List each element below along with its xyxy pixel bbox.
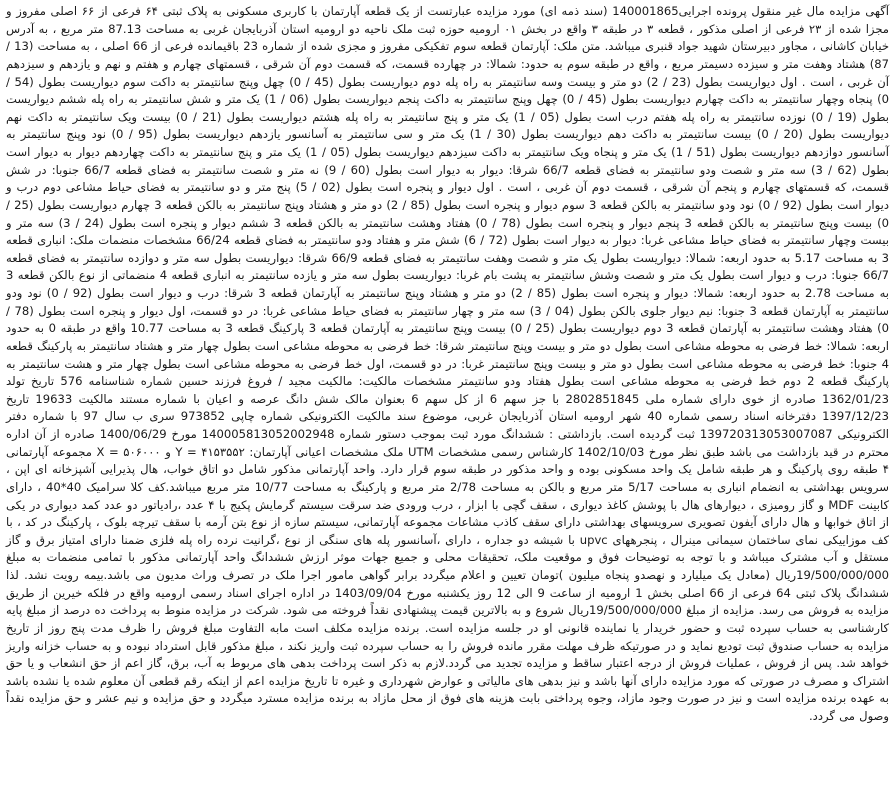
auction-notice-text: آگهی مزایده مال غیر منقول پرونده اجرایی140001865 (سند ذمه ای) مورد مزایده عبارتست از یک قطعه آپارتمان با کاربری مسکونی به پلاک ثبتی ۶۴ فرعی از ۶۶ اصلی مفروز و مجزا شده از ۲۳ فرعی از اصلی مذکور ، قطعه ۳ در طبقه ۳ واقع در بخش ۰۱ ارومیه حوزه ثبت ملک ناحیه دو ارومیه استان آذربایجان غربی به مساحت 87.13 متر مربع ، به آدرس خیابان کاشانی ، مجاور دبیرستان شهید جواد قنبری میباشد. متن ملک: آپارتمان قطعه سوم تفکیکی مفروز و مجزی شده از شماره 23 باقیمانده فرعی از 66 اصلی ، به مساحت (13 / 87) هشتاد وهفت متر و سیزده دسیمتر مربع ، واقع در طبقه سوم به حدود: شمالا: در چهارده قسمت، که قسمت دوم آن شرقی ، قسمتهای چهارم و هفتم و نهم و یازدهم و سیزدهم آن غربی ، است . اول دیواریست بطول (23 / 2) دو متر و بیست وسه سانتیمتر به راه پله دوم دیواریست بطول (45 / 0) چهل وپنج سانتیمتر به داکت سوم دیواریست بطول (54 / 0) پنجاه وچهار سانتیمتر به داکت چهارم دیواریست بطول (45 / 0) چهل وپنج سانتیمتر به داکت پنجم دیواریست بطول (06 / 1) یک متر و شش سانتیمتر به راه پله ششم دیواریست بطول (19 / 0) نوزده سانتیمتر به راه پله هفتم درب است بطول (05 / 1) یک متر و پنج سانتیمتر به راه پله هشتم دیواریست بطول (21 / 0) بیست ویک سانتیمتر به داکت نهم دیواریست بطول (20 / 0) بیست سانتیمتر به داکت دهم دیواریست بطول (30 / 1) یک متر و سی سانتیمتر به آسانسور یازدهم دیواریست بطول (95 / 0) نود وپنج سانتیمتر به آسانسور دوازدهم دیواریست بطول (51 / 1) یک متر و پنجاه ویک سانتیمتر به داکت سیزدهم دیواریست بطول (05 / 1) یک متر و پنج سانتیمتر به داکت چهاردهم دیوار به دیوار است بطول (62 / 3) سه متر و شصت ودو سانتیمتر به فضای قطعه 66/7 شرقا: دیوار به دیوار است بطول (60 / 9) نه متر و شصت سانتیمتر به فضای قطعه 66/7 جنوبا: در شش قسمت، که قسمتهای چهارم و پنجم آن شرقی ، قسمت دوم آن غربی ، است . اول دیوار و پنجره است بطول (02 / 5) پنج متر و دو سانتیمتر به فضای حیاط مشاعی دوم درب و دیوار است بطول (92 / 0) نود ودو سانتیمتر به بالکن قطعه 3 سوم دیوار و پنجره است بطول (85 / 2) دو متر و هشتاد وپنج سانتیمتر به بالکن قطعه 3 چهارم دیواریست بطول (25 / 0) بیست وپنج سانتیمتر به بالکن قطعه 3 پنجم دیوار و پنجره است بطول (78 / 0) هفتاد وهشت سانتیمتر به بالکن قطعه 3 ششم دیوار و پنجره است بطول (24 / 3) سه متر و بیست وچهار سانتیمتر به فضای حیاط مشاعی غربا: دیوار به دیوار است بطول (72 / 6) شش متر و هفتاد ودو سانتیمتر به فضای قطعه 66/24 مشخصات منضمات ملک: انباری قطعه 3 به مساحت 5.17 به حدود اربعه: شمالا: دیواریست بطول یک متر و شصت وهفت سانتیمتر به فضای قطعه 66/9 شرقا: دیواریست بطول سه متر و دوازده سانتیمتر به فضای قطعه 66/7 جنوبا: درب و دیوار است بطول یک متر و شصت وشش سانتیمتر به پشت بام غربا: دیواریست بطول سه متر و یازده سانتیمتر به انباری قطعه 4 منضماتی از نوع بالکن قطعه 3 به مساحت 2.78 به حدود اربعه: شمالا: دیوار و پنجره است بطول (85 / 2) دو متر و هشتاد وپنج سانتیمتر به آپارتمان قطعه 3 شرقا: درب و دیوار است بطول (92 / 0) نود ودو سانتیمتر به آپارتمان قطعه 3 جنوبا: نیم دیوار جلوی بالکن بطول (04 / 3) سه متر و چهار سانتیمتر به فضای حیاط مشاعی غربا: در دو قسمت، اول دیوار و پنجره است بطول (78 / 0) هفتاد وهشت سانتیمتر به آپارتمان قطعه 3 دوم دیواریست بطول (25 / 0) بیست وپنج سانتیمتر به آپارتمان قطعه 3 پارکینگ قطعه 3 به مساحت 10.77 واقع در طبقه 0 به حدود اربعه: شمالا: خط فرضی به محوطه مشاعی است بطول دو متر و بیست وپنج سانتیمتر شرقا: خط فرضی به محوطه مشاعی است بطول چهار متر و هشتاد سانتیمتر به پارکینگ قطعه 4 جنوبا: خط فرضی به محوطه مشاعی است بطول دو متر و بیست وپنج سانتیمتر غربا: در دو قسمت، اول خط فرضی به محوطه مشاعی است بطول چهار متر و هشت سانتیمتر به پارکینگ قطعه 2 دوم خط فرضی به محوطه مشاعی است بطول هفتاد ودو سانتیمتر مشخصات مالکیت: مالکیت مجید / فروغ فرزند حسین شماره شناسنامه 576 تاریخ تولد 1362/01/23 صادره از خوی دارای شماره ملی 2802851845 با جز سهم 6 از کل سهم 6 بعنوان مالک شش دانگ عرصه و اعیان با شماره مستند مالکیت 19633 تاریخ 1397/12/23 دفترخانه اسناد رسمی شماره 40 شهر ارومیه استان آذربایجان غربی، موضوع سند مالکیت الکترونیکی شماره چاپی 973852 سری ب سال 97 با شماره دفتر الکترونیکی 139720313053007087 ثبت گردیده است. بازداشتی : ششدانگ مورد ثبت بموجب دستور شماره 140005813052002948 مورخ 1400/06/29 صادره از آن اداره محترم در قید بازداشت می باشد طبق نظر مورخ 1402/10/03 کارشناس رسمی مشخصات UTM ملک مشخصات اعیانی آپارتمان: Y = ۴۱۵۳۵۵۲ و X = ۵۰۶۰۰۰ مجموعه آپارتمانی ۴ طبقه روی پارکینگ و هر طبقه شامل یک واحد مسکونی بوده و واحد مذکور در طبقه سوم قرار دارد. واحد آپارتمانی مذکور شامل دو اتاق خواب، هال پذیرایی آشپزخانه ای اپن ، سرویس بهداشتی به انضمام انباری به مساحت 5/17 متر مربع و بالکن به مساحت 2/78 متر مربع و پارکینگ به مساحت 10/77 متر مربع میباشد.کف کلا سرامیک 40*40 ، دارای کابینت MDF و گاز رومیزی ، دیوارهای هال با پوشش کاغذ دیواری ، سقف گچی با ابزار ، درب ورودی ضد سرقت سیستم گرمایش پکیج با ۴ عدد ،رادیاتور دو عدد کمد دیواری در یکی از اتاق خوابها و هال دارای آیفون تصویری سرویسهای بهداشتی دارای سقف کاذب مشاعات مجموعه آپارتمانی، سیستم سازه از نوع بتن آرمه با سقف تیرچه بلوک ، پارکینگ در کد ، با کف موزاییکی نمای ساختمان سیمانی مینرال ، پنجرههای upvc با شیشه دو جداره ، دارای ،آسانسور پله های سنگی از نوع ،گرانیت نرده راه پله فلزی ضمنا دارای امتیاز برق و گاز مستقل و آب مشترک میباشد و با توجه به توضیحات فوق و موقعیت ملک، تحقیقات محلی و جمیع جهات موثر ارزش ششدانگ واحد آپارتمانی مذکور با تمامی منضمات به مبلغ 19/500/000/000ریال (معادل یک میلیارد و نهصدو پنجاه میلیون )تومان تعیین و اعلام میگردد برابر گواهی مامور اجرا ملک در تصرف وراث مدیون می باشد.بیمه رویت نشد. لذا ششدانگ پلاک ثبتی 64 فرعی از 66 اصلی بخش 1 ارومیه از ساعت 9 الی 12 روز یکشنبه مورخ 1403/09/04 در اداره اجرای اسناد رسمی ارومیه واقع در فلکه خیرین از طریق مزایده به فروش می رسد. مزایده از مبلغ 19/500/000/000ریال شروع و به بالاترین قیمت پیشنهادی نقداً فروخته می شود. شرکت در مزایده منوط به پرداخت ده درصد از مبلغ پایه کارشناسی به حساب سپرده ثبت و حضور خریدار یا نماینده قانونی او در جلسه مزایده است. برنده مزایده مکلف است مابه التفاوت مبلغ فروش را ظرف مدت پنج روز از تاریخ مزایده به حساب صندوق ثبت تودیع نماید و در صورتیکه ظرف مهلت مقرر مانده فروش را به حساب سپرده ثبت واریز نکند ، مبلغ مذکور قابل استرداد نبوده و به حساب خزانه واریز خواهد شد. پس از فروش ، عملیات فروش از درجه اعتبار ساقط و مزایده تجدید می گردد.لازم به ذکر است پرداخت بدهی های مربوط به آب، برق، گاز اعم از حق انشعاب و یا حق اشتراک و مصرف در صورتی که مورد مزایده دارای آنها باشد و نیز بدهی های مالیاتی و عوارض شهرداری و غیره تا تاریخ مزایده اعم از اینکه رقم قطعی آن معلوم شده یا نشده باشد به عهده برنده مزایده است و نیز در صورت وجود مازاد، وجوه پرداختی بابت هزینه های فوق از محل مازاد به برنده مزایده مسترد میگردد و حق مزایده و نیم عشر و حق مزایده نقداً وصول می گردد.: [6, 4, 890, 723]
